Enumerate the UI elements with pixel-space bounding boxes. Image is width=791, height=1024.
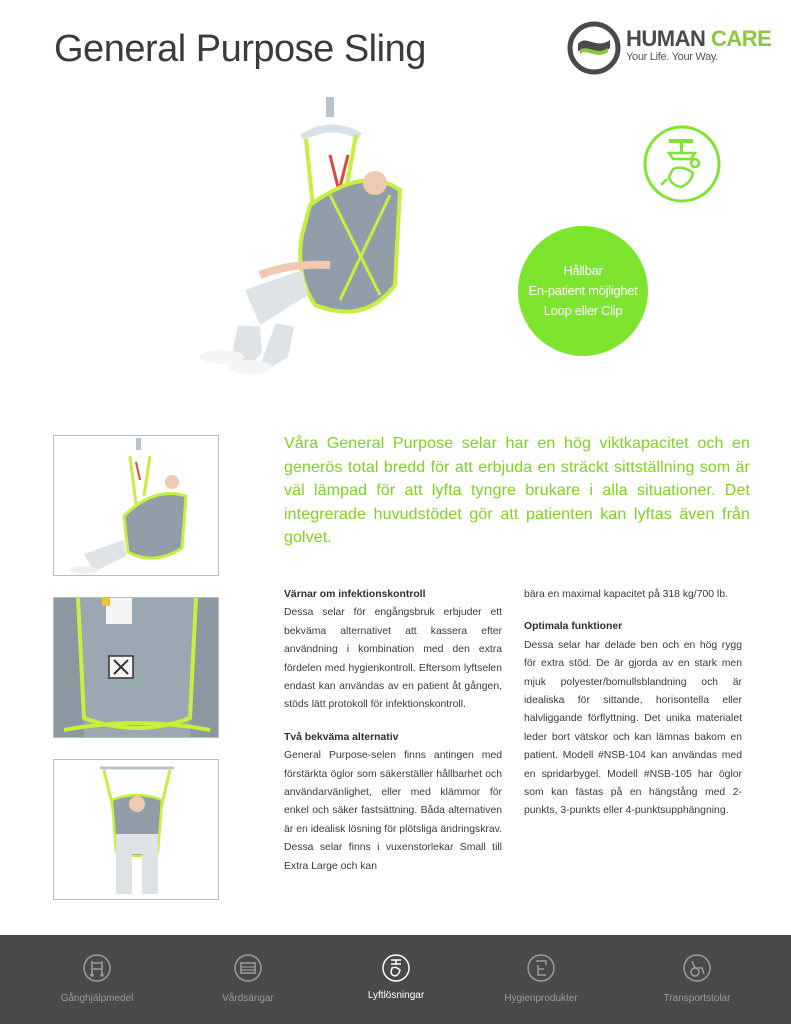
nav-item-hygienprodukter[interactable] <box>476 935 606 1024</box>
nav-item-transportstolar[interactable] <box>632 935 762 1024</box>
section-body: Dessa selar har delade ben och en hög rygg för extra stöd. De är gjorda av en stark men mjuk polyester/bomullsblandning och är idealiska för sittande, horisontella eller halvliggande förflyttning. Det unika materialet leder bort vätskor och kan lämnas bakom en patient. Modell #NSB-104 kan användas med en spridarbygel. Modell #NSB-105 har öglor som kan fästas på en hängstång med 2-punkts, 3-punkts eller 4-punktsupphängning. <box>524 639 742 817</box>
capacity-text: bära en maximal kapacitet på 318 kg/700 lb. <box>524 589 728 600</box>
sling-front-image <box>54 760 219 900</box>
feature-item: Loop eller Clip <box>543 303 623 318</box>
page-title: General Purpose Sling <box>54 28 426 70</box>
nav-item-gånghjälpmedel[interactable] <box>32 935 162 1024</box>
section-body: Dessa selar för engångsbruk erbjuder ett bekväma alternativet att kassera efter användning i kombination med den extra fördelen med hygienkontroll. Eftersom lyftselen endast kan användas av en patient åt gången, stöds lätt protokoll för infektionskontroll. <box>284 607 502 711</box>
lift-icon <box>381 953 411 983</box>
sling-side-image <box>54 436 219 576</box>
thumbnail-side-view[interactable] <box>53 435 219 576</box>
brand-logo[interactable] <box>566 20 772 76</box>
lift-badge-icon <box>641 123 723 205</box>
section-heading: Två bekväma alternativ <box>284 731 399 743</box>
section-heading: Värnar om infektionskontroll <box>284 589 426 600</box>
nav-item-label: Transportstolar <box>663 993 731 1004</box>
hero-sling-image <box>190 95 460 385</box>
bed-icon <box>233 953 263 983</box>
feature-item: Hållbar <box>563 263 603 278</box>
lead-paragraph: Våra General Purpose selar har en hög viktkapacitet och en generös total bredd för att erbjuda en sträckt sittställning som är väl lämpad för att lyfta tyngre brukare i alla situationer. Det integrerade huvudstödet gör att patienten kan lyftas även från golvet. <box>284 435 750 546</box>
nav-item-lyftlösningar[interactable] <box>331 935 461 1024</box>
feature-item: En-patient möjlighet <box>528 283 638 298</box>
section-body: General Purpose-selen finns antingen med förstärkta öglor som säkerställer hållbarhet och användarvänlighet, eller med klämmor för enkel och säker fastsättning. Båda alternativen är en idealisk lösning för plötsliga ändringskrav. Dessa selar finns i vuxenstorlekar Small till Extra Large och kan <box>284 750 502 872</box>
thumbnail-detail-view[interactable] <box>53 597 219 738</box>
footer-navigation <box>0 935 791 1024</box>
nav-item-label: Gånghjälpmedel <box>60 993 134 1004</box>
walker-icon <box>82 953 112 983</box>
nav-item-vårdsängar[interactable] <box>183 935 313 1024</box>
brand-tagline: Your Life. Your Way. <box>626 51 719 63</box>
nav-item-label: Lyftlösningar <box>367 990 425 1001</box>
sling-fabric-detail-image <box>54 598 219 738</box>
shower-icon <box>526 953 556 983</box>
features-badge <box>518 226 648 356</box>
text-column-left <box>284 586 502 890</box>
nav-item-label: Vårdsängar <box>222 993 274 1004</box>
text-column-right <box>524 586 742 835</box>
human-care-logo-icon <box>566 20 622 76</box>
brand-name-part2: CARE <box>711 26 772 51</box>
nav-item-label: Hygienprodukter <box>504 993 578 1004</box>
section-heading: Optimala funktioner <box>524 621 623 633</box>
thumbnail-front-view[interactable] <box>53 759 219 900</box>
wheelchair-icon <box>682 953 712 983</box>
brand-name <box>626 26 771 52</box>
brand-name-part1: HUMAN <box>626 26 706 51</box>
